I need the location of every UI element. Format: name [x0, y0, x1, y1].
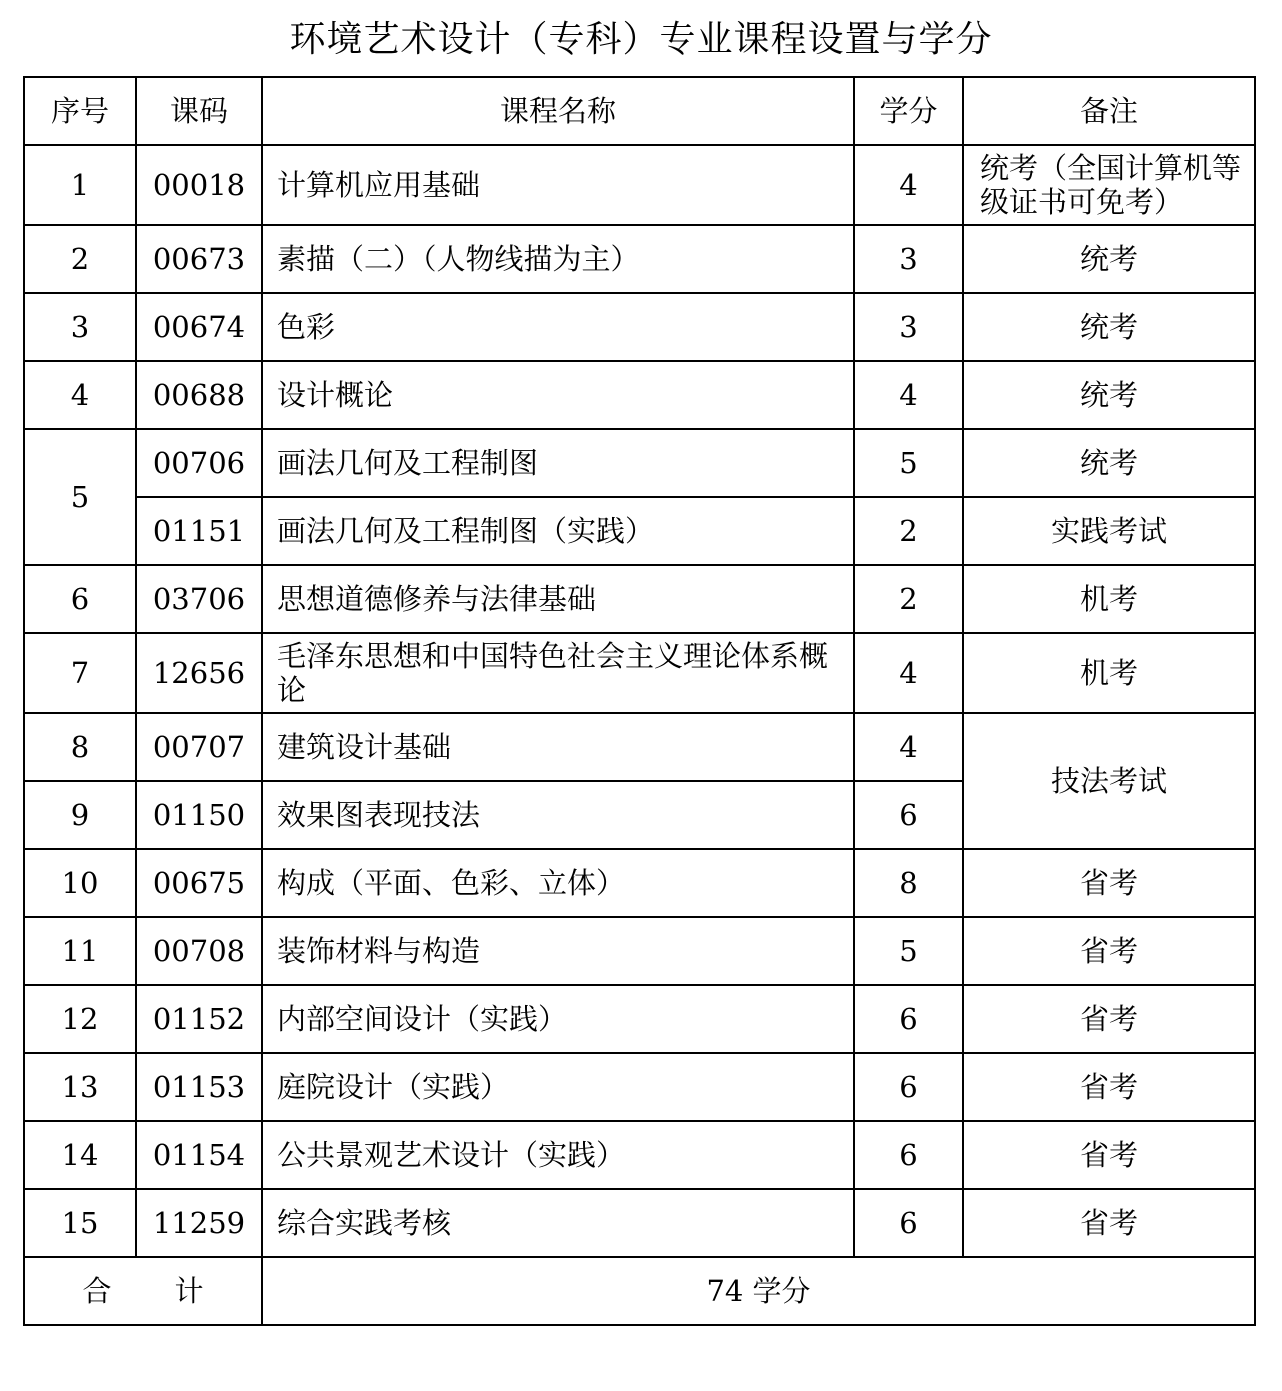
cell-code: 00688 [136, 361, 262, 429]
cell-name: 效果图表现技法 [262, 781, 854, 849]
cell-remark: 省考 [963, 849, 1255, 917]
cell-code: 00674 [136, 293, 262, 361]
cell-name: 庭院设计（实践） [262, 1053, 854, 1121]
table-row [24, 225, 1255, 293]
cell-code: 12656 [136, 633, 262, 713]
cell-code: 11259 [136, 1189, 262, 1257]
cell-credit: 4 [854, 713, 963, 781]
cell-remark: 统考 [963, 429, 1255, 497]
header-credit: 学分 [854, 77, 963, 145]
cell-remark: 统考 [963, 293, 1255, 361]
cell-seq: 12 [24, 985, 136, 1053]
cell-remark: 省考 [963, 1053, 1255, 1121]
cell-remark: 省考 [963, 1121, 1255, 1189]
table-row [24, 497, 1255, 565]
cell-remark: 省考 [963, 917, 1255, 985]
cell-credit: 6 [854, 781, 963, 849]
cell-credit: 6 [854, 1189, 963, 1257]
cell-seq: 2 [24, 225, 136, 293]
cell-seq: 10 [24, 849, 136, 917]
cell-name: 思想道德修养与法律基础 [262, 565, 854, 633]
document-title: 环境艺术设计（专科）专业课程设置与学分 [289, 19, 993, 60]
cell-credit: 5 [854, 429, 963, 497]
cell-name: 建筑设计基础 [262, 713, 854, 781]
cell-remark: 统考 [963, 361, 1255, 429]
cell-name: 色彩 [262, 293, 854, 361]
table-row [24, 1121, 1255, 1189]
cell-credit: 4 [854, 145, 963, 225]
cell-code: 01151 [136, 497, 262, 565]
cell-name: 装饰材料与构造 [262, 917, 854, 985]
cell-credit: 3 [854, 225, 963, 293]
cell-name: 计算机应用基础 [262, 145, 854, 225]
cell-name: 内部空间设计（实践） [262, 985, 854, 1053]
cell-credit: 6 [854, 1121, 963, 1189]
cell-code: 00706 [136, 429, 262, 497]
cell-credit: 8 [854, 849, 963, 917]
cell-remark: 实践考试 [963, 497, 1255, 565]
cell-name: 综合实践考核 [262, 1189, 854, 1257]
total-label [24, 1257, 262, 1325]
cell-seq: 13 [24, 1053, 136, 1121]
cell-credit: 6 [854, 1053, 963, 1121]
cell-code: 00675 [136, 849, 262, 917]
cell-credit: 4 [854, 633, 963, 713]
cell-seq: 9 [24, 781, 136, 849]
total-label-char-1: 合 [82, 1274, 112, 1308]
cell-name: 构成（平面、色彩、立体） [262, 849, 854, 917]
table-row [24, 713, 1255, 781]
cell-remark: 省考 [963, 985, 1255, 1053]
cell-seq: 8 [24, 713, 136, 781]
cell-seq: 11 [24, 917, 136, 985]
cell-remark: 机考 [963, 633, 1255, 713]
cell-remark: 技法考试 [963, 713, 1255, 849]
cell-credit: 2 [854, 565, 963, 633]
header-remark: 备注 [963, 77, 1255, 145]
cell-name: 画法几何及工程制图（实践） [262, 497, 854, 565]
cell-code: 01152 [136, 985, 262, 1053]
cell-seq: 5 [24, 429, 136, 565]
cell-remark: 机考 [963, 565, 1255, 633]
total-row [24, 1257, 1255, 1325]
cell-seq: 15 [24, 1189, 136, 1257]
cell-name: 素描（二）（人物线描为主） [262, 225, 854, 293]
cell-seq: 4 [24, 361, 136, 429]
cell-code: 00018 [136, 145, 262, 225]
table-row [24, 565, 1255, 633]
cell-seq: 6 [24, 565, 136, 633]
cell-code: 01153 [136, 1053, 262, 1121]
table-row [24, 917, 1255, 985]
table-row [24, 293, 1255, 361]
cell-seq: 1 [24, 145, 136, 225]
cell-remark: 统考（全国计算机等级证书可免考） [963, 145, 1255, 225]
cell-credit: 3 [854, 293, 963, 361]
cell-name: 毛泽东思想和中国特色社会主义理论体系概论 [262, 633, 854, 713]
total-label-char-2: 计 [174, 1274, 204, 1308]
table-row [24, 1189, 1255, 1257]
table-row [24, 849, 1255, 917]
header-seq: 序号 [24, 77, 136, 145]
header-row [24, 77, 1255, 145]
course-table [23, 76, 1256, 1326]
cell-code: 03706 [136, 565, 262, 633]
table-row [24, 633, 1255, 713]
cell-seq: 7 [24, 633, 136, 713]
cell-credit: 4 [854, 361, 963, 429]
cell-code: 01150 [136, 781, 262, 849]
cell-name: 公共景观艺术设计（实践） [262, 1121, 854, 1189]
table-row [24, 985, 1255, 1053]
cell-name: 画法几何及工程制图 [262, 429, 854, 497]
cell-remark: 统考 [963, 225, 1255, 293]
cell-credit: 6 [854, 985, 963, 1053]
cell-credit: 5 [854, 917, 963, 985]
header-name: 课程名称 [262, 77, 854, 145]
header-code: 课码 [136, 77, 262, 145]
table-row [24, 145, 1255, 225]
cell-code: 00708 [136, 917, 262, 985]
total-value: 74 学分 [262, 1257, 1255, 1325]
table-row [24, 361, 1255, 429]
cell-seq: 14 [24, 1121, 136, 1189]
cell-name: 设计概论 [262, 361, 854, 429]
cell-seq: 3 [24, 293, 136, 361]
cell-remark: 省考 [963, 1189, 1255, 1257]
table-row [24, 1053, 1255, 1121]
cell-credit: 2 [854, 497, 963, 565]
table-row [24, 429, 1255, 497]
cell-code: 00707 [136, 713, 262, 781]
cell-code: 00673 [136, 225, 262, 293]
cell-code: 01154 [136, 1121, 262, 1189]
